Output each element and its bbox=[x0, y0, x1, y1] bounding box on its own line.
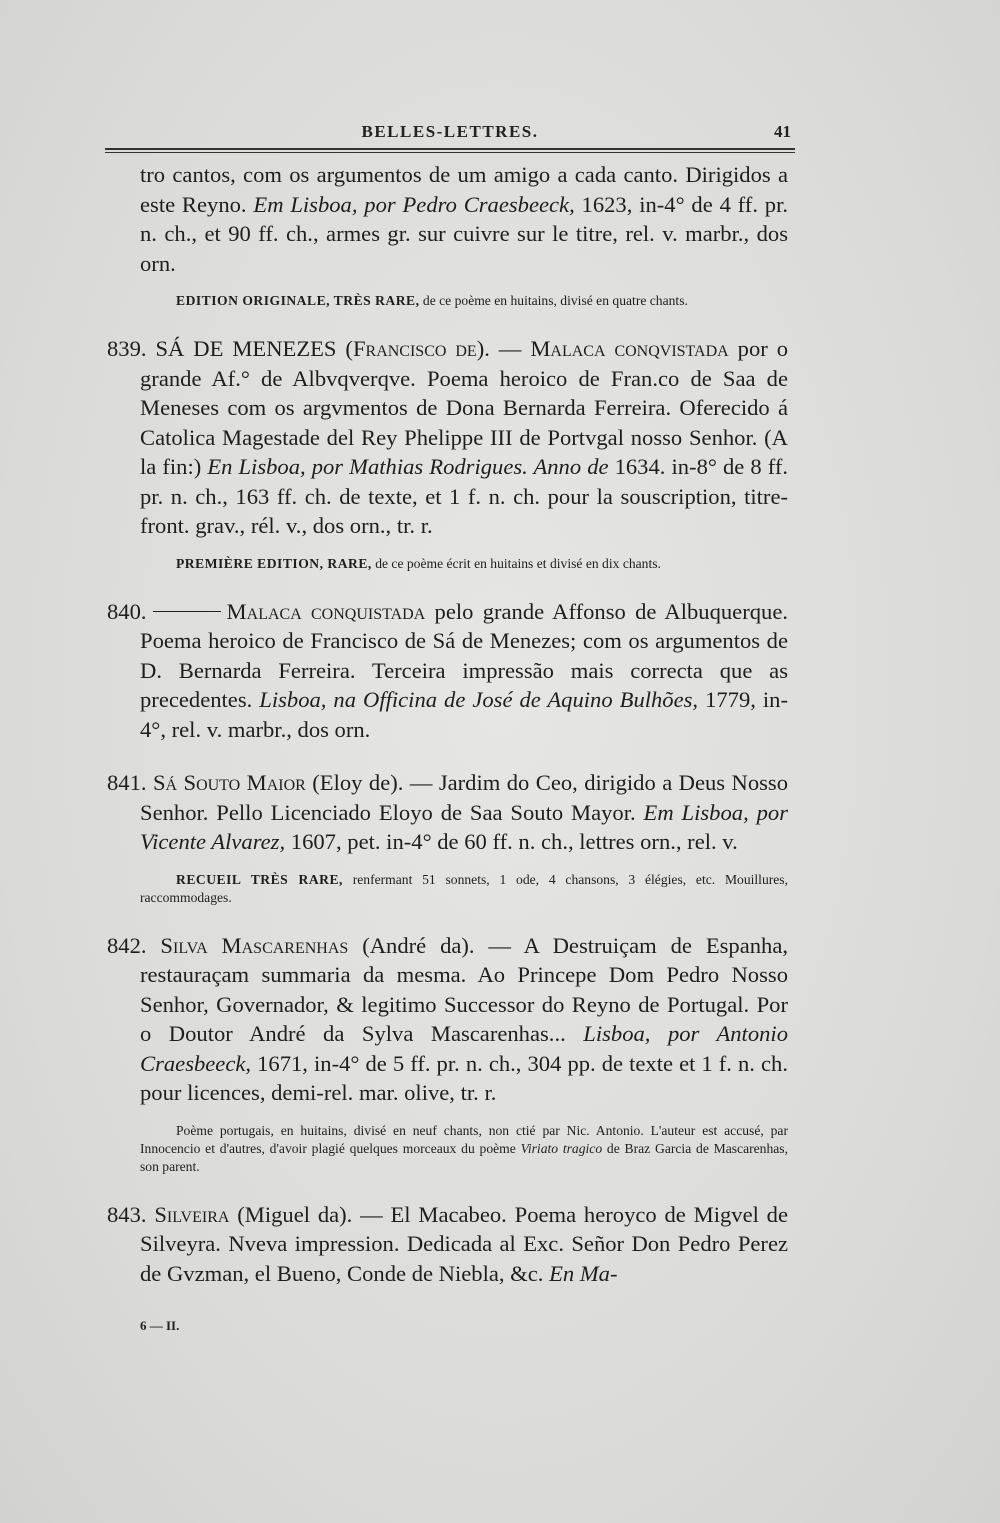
text-run: de Braz Garcia de Mascarenhas, son parent. bbox=[140, 1140, 788, 1174]
body-text bbox=[107, 160, 789, 1288]
text-run: 1671, in-4° de 5 ff. pr. n. ch., 304 pp. de texte et 1 f. n. ch. pour licences, demi-rel. mar. olive, tr. r. bbox=[140, 1050, 788, 1105]
header-rule bbox=[105, 148, 795, 150]
text-run: tro cantos, com os argumentos de um amigo a cada canto. Dirigidos a este Reyno. bbox=[140, 162, 788, 217]
small-caps-text: Silveira bbox=[154, 1201, 230, 1227]
text-run: 1623, in-4° de 4 ff. pr. n. ch., et 90 ff. ch., armes gr. sur cuivre sur le titre, rel. v. marbr., dos orn. bbox=[140, 191, 788, 276]
catalog-entry bbox=[107, 334, 788, 541]
text-run: de ce poème en huitains, divisé en quatre chants. bbox=[419, 293, 688, 308]
text-run: (Miguel da). — El Macabeo. Poema heroyco de Migvel de Silveyra. Nveva impression. Dedicada al Exc. Señor Don Pedro Perez de Gvzman, el Bueno, Conde de Niebla, &c. bbox=[140, 1201, 788, 1286]
bibliographic-note bbox=[140, 1122, 788, 1176]
text-run: 842. bbox=[107, 932, 161, 958]
catalog-entry bbox=[107, 597, 789, 745]
text-run: (André da). — A Destruiçam de Espanha, restauraçam summaria da mesma. Ao Princepe Dom Pedro Nosso Senhor, Governador, & legitimo Successor do Reyno de Portugal. Por o Doutor André da Sylva Mascarenhas... bbox=[140, 932, 789, 1046]
bibliographic-note bbox=[140, 871, 788, 907]
text-run: 843. bbox=[107, 1201, 155, 1227]
italic-text: Lisboa, por Antonio Craesbeeck, bbox=[140, 1021, 788, 1076]
small-caps-text: Sá Souto Maior bbox=[152, 770, 306, 795]
text-run: 839. SÁ DE MENEZES ( bbox=[107, 336, 353, 361]
header-rule-thin bbox=[105, 152, 795, 153]
text-run: 1779, in-4°, rel. v. marbr., dos orn. bbox=[140, 687, 788, 742]
text-run: pelo grande Affonso de Albuquerque. Poema heroico de Francisco de Sá de Menezes; com os argumentos de D. Bernarda Ferreira. Terceira impressão mais correcta que as precedentes. bbox=[140, 598, 789, 712]
text-run: 1634. in-8° de 8 ff. pr. n. ch., 163 ff. ch. de texte, et 1 f. n. ch. pour la souscription, titre-front. grav., rél. v., dos orn., tr. r. bbox=[140, 454, 788, 538]
caps-text: EDITION ORIGINALE, TRÈS RARE, bbox=[176, 293, 420, 308]
text-run: 840. bbox=[107, 598, 147, 624]
italic-text: Em Lisboa, por Vicente Alvarez, bbox=[140, 799, 788, 854]
text-run: ). — bbox=[476, 336, 531, 361]
signature-mark: 6 — II. bbox=[140, 1318, 180, 1333]
running-title: BELLES-LETTRES. bbox=[361, 122, 539, 141]
small-caps-text: Silva Mascarenhas bbox=[160, 932, 349, 958]
text-run: 1607, pet. in-4° de 60 ff. n. ch., lettres orn., rel. v. bbox=[285, 829, 738, 854]
catalog-entry bbox=[107, 1200, 788, 1289]
italic-text: En Ma- bbox=[549, 1260, 618, 1286]
small-caps-text: Malaca conquistada bbox=[226, 598, 426, 624]
small-caps-text: Malaca conqvistada bbox=[530, 336, 729, 361]
bibliographic-note bbox=[140, 555, 788, 573]
page-number: 41 bbox=[774, 122, 791, 141]
italic-text: Viriato tragico bbox=[520, 1140, 603, 1156]
catalog-entry bbox=[107, 768, 789, 857]
caps-text: PREMIÈRE EDITION, RARE, bbox=[176, 555, 372, 571]
small-caps-text: Francisco de bbox=[352, 336, 477, 361]
italic-text: En Lisboa, por Mathias Rodrigues. Anno de bbox=[207, 454, 609, 479]
entry-continuation bbox=[140, 160, 788, 278]
text-run: Poème portugais, en huitains, divisé en neuf chants, non ctié par Nic. Antonio. L'auteur est accusé, par Innocencio et d'autres, d'avoir plagié quelques morceaux du poème bbox=[140, 1122, 788, 1156]
caps-text: RECUEIL TRÈS RARE, bbox=[176, 871, 343, 887]
text-run: 841. bbox=[107, 770, 153, 795]
catalog-entry bbox=[107, 931, 789, 1108]
italic-text: Lisboa, na Officina de José de Aquino Bulhões, bbox=[259, 687, 699, 712]
text-run: por o grande Af.° de Albvqverqve. Poema heroico de Fran.co de Saa de Meneses com os argvmentos de Dona Bernarda Ferreira. Oferecido á Catolica Magestade del Rey Phelippe III de Portvgal nosso Senhor. (A la fin:) bbox=[140, 336, 788, 479]
repeat-author-dash bbox=[153, 611, 221, 612]
running-header bbox=[105, 122, 795, 148]
text-run: (Eloy de). — Jardim do Ceo, dirigido a Deus Nosso Senhor. Pello Licenciado Eloyo de Saa Souto Mayor. bbox=[140, 770, 789, 825]
bibliographic-note bbox=[140, 292, 788, 310]
italic-text: Em Lisboa, por Pedro Craesbeeck, bbox=[253, 191, 575, 217]
text-run: de ce poème écrit en huitains et divisé en dix chants. bbox=[371, 555, 661, 571]
text-run: renfermant 51 sonnets, 1 ode, 4 chansons, 3 élégies, etc. Mouillures, raccommodages. bbox=[140, 871, 788, 905]
